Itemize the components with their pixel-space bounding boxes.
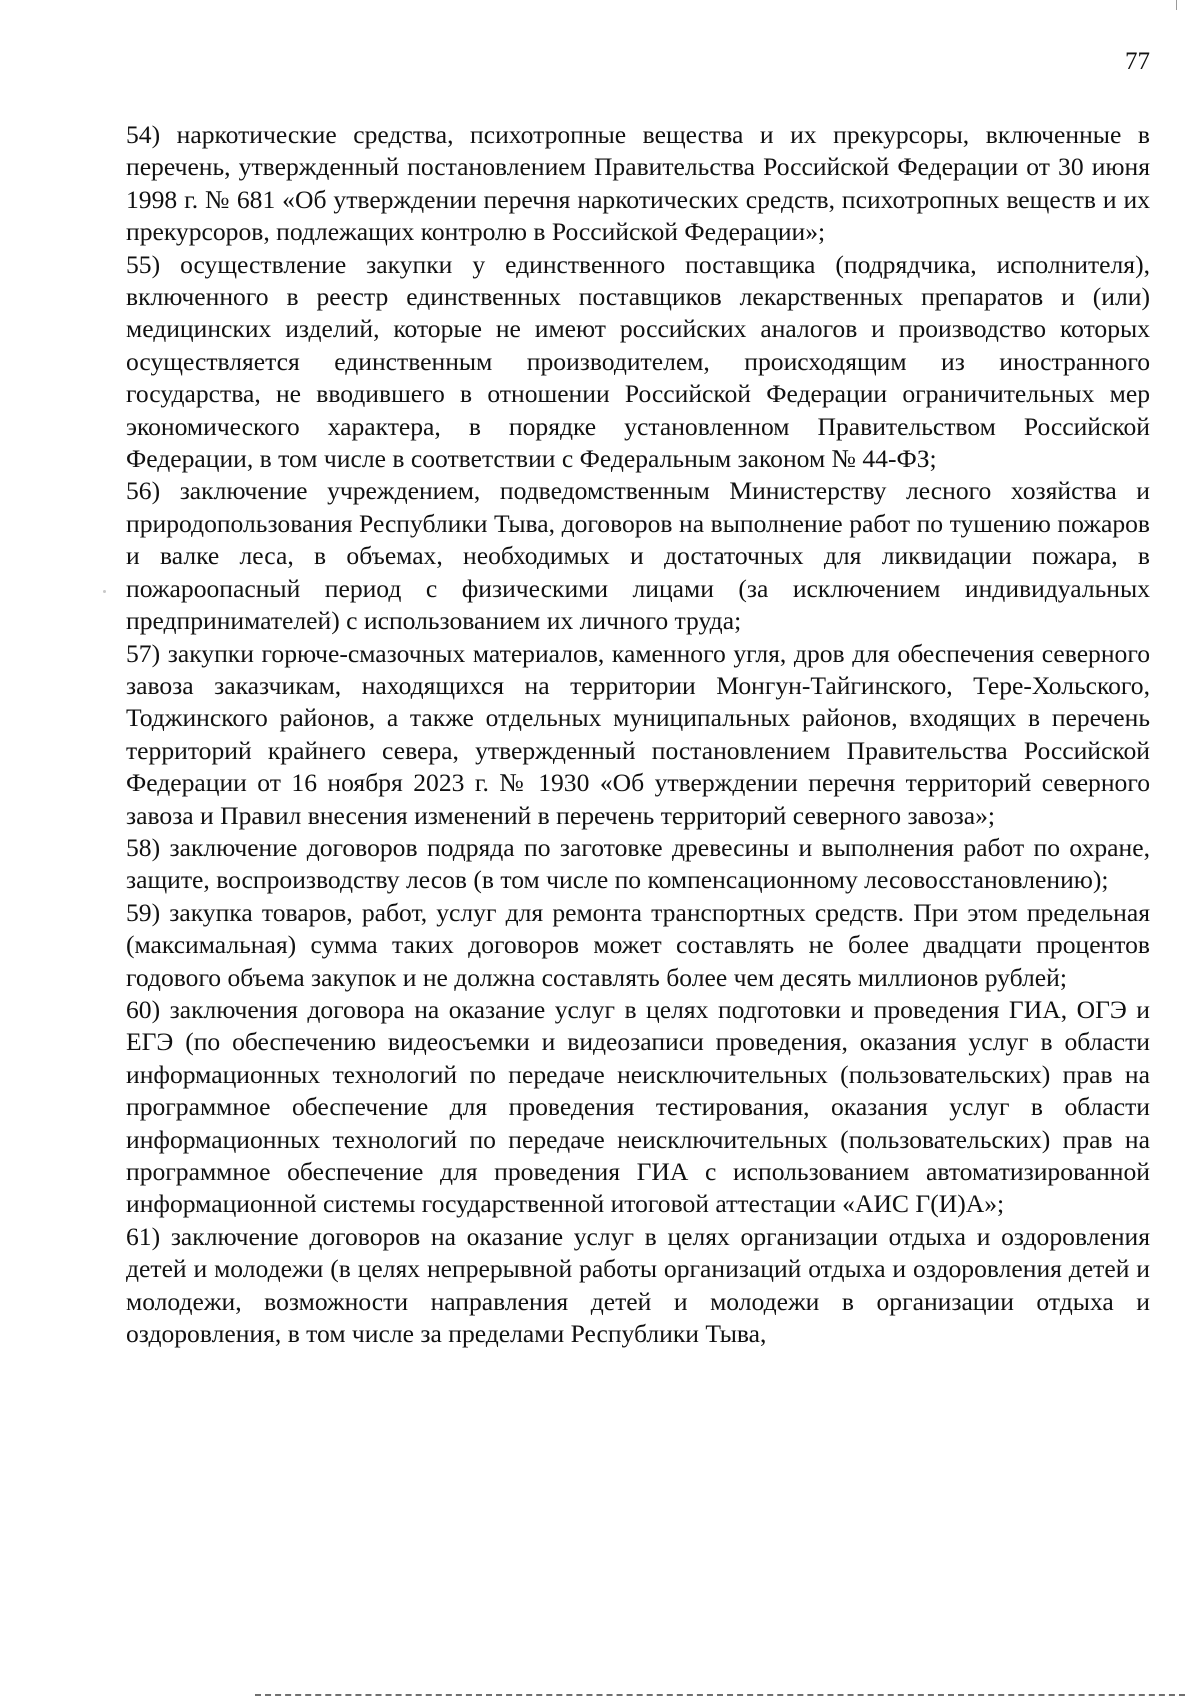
page-number: 77	[1125, 48, 1150, 75]
list-item-61: 61) заключение договоров на оказание услуг в целях организации отдыха и оздоровления детей и молодежи (в целях непрерывной работы организаций отдыха и оздоровления детей и молодежи, возможности направления детей и молодежи в организации отдыха и оздоровления, в том числе за пределами Республики Тыва,	[126, 1221, 1150, 1349]
list-item-54: 54) наркотические средства, психотропные вещества и их прекурсоры, включенные в перечень, утвержденный постановлением Правительства Российской Федерации от 30 июня 1998 г. № 681 «Об утверждении перечня наркотических средств, психотропных веществ и их прекурсоров, подлежащих контролю в Российской Федерации»;	[126, 120, 1150, 247]
document-body	[126, 119, 1150, 1350]
list-item-60: 60) заключения договора на оказание услуг в целях подготовки и проведения ГИА, ОГЭ и ЕГЭ (по обеспечению видеосъемки и видеозаписи проведения, оказания услуг в области информационных технологий по передаче неисключительных (пользовательских) прав на программное обеспечение для проведения тестирования, оказания услуг в области информационных технологий по передаче неисключительных (пользовательских) прав на программное обеспечение для проведения ГИА с использованием автоматизированной информационной системы государственной итоговой аттестации «АИС Г(И)А»;	[126, 994, 1150, 1219]
scan-edge-mark	[1176, 0, 1177, 10]
page-bottom-rule	[255, 1694, 1185, 1696]
list-item-56: 56) заключение учреждением, подведомственным Министерству лесного хозяйства и природопользования Республики Тыва, договоров на выполнение работ по тушению пожаров и валке леса, в объемах, необходимых и достаточных для ликвидации пожара, в пожароопасный период с физическими лицами (за исключением индивидуальных предпринимателей) с использованием их личного труда;	[126, 476, 1150, 636]
list-item-55: 55) осуществление закупки у единственного поставщика (подрядчика, исполнителя), включенного в реестр единственных поставщиков лекарственных препаратов и (или) медицинских изделий, которые не имеют российских аналогов и производство которых осуществляется единственным производителем, происходящим из иностранного государства, не вводившего в отношении Российской Федерации ограничительных мер экономического характера, в порядке установленном Правительством Российской Федерации, в том числе в соответствии с Федеральным законом № 44-ФЗ;	[126, 249, 1150, 474]
list-item-57: 57) закупки горюче-смазочных материалов, каменного угля, дров для обеспечения северного завоза заказчикам, находящихся на территории Монгун-Тайгинского, Тере-Хольского, Тоджинского районов, а также отдельных муниципальных районов, входящих в перечень территорий крайнего севера, утвержденный постановлением Правительства Российской Федерации от 16 ноября 2023 г. № 1930 «Об утверждении перечня территорий северного завоза и Правил внесения изменений в перечень территорий северного завоза»;	[126, 638, 1150, 830]
list-item-59: 59) закупка товаров, работ, услуг для ремонта транспортных средств. При этом предельная (максимальная) сумма таких договоров может составлять не более двадцати процентов годового объема закупок и не должна составлять более чем десять миллионов рублей;	[126, 897, 1150, 992]
list-item-58: 58) заключение договоров подряда по заготовке древесины и выполнения работ по охране, защите, воспроизводству лесов (в том числе по компенсационному лесовосстановлению);	[126, 832, 1150, 895]
scan-speck	[103, 590, 106, 593]
